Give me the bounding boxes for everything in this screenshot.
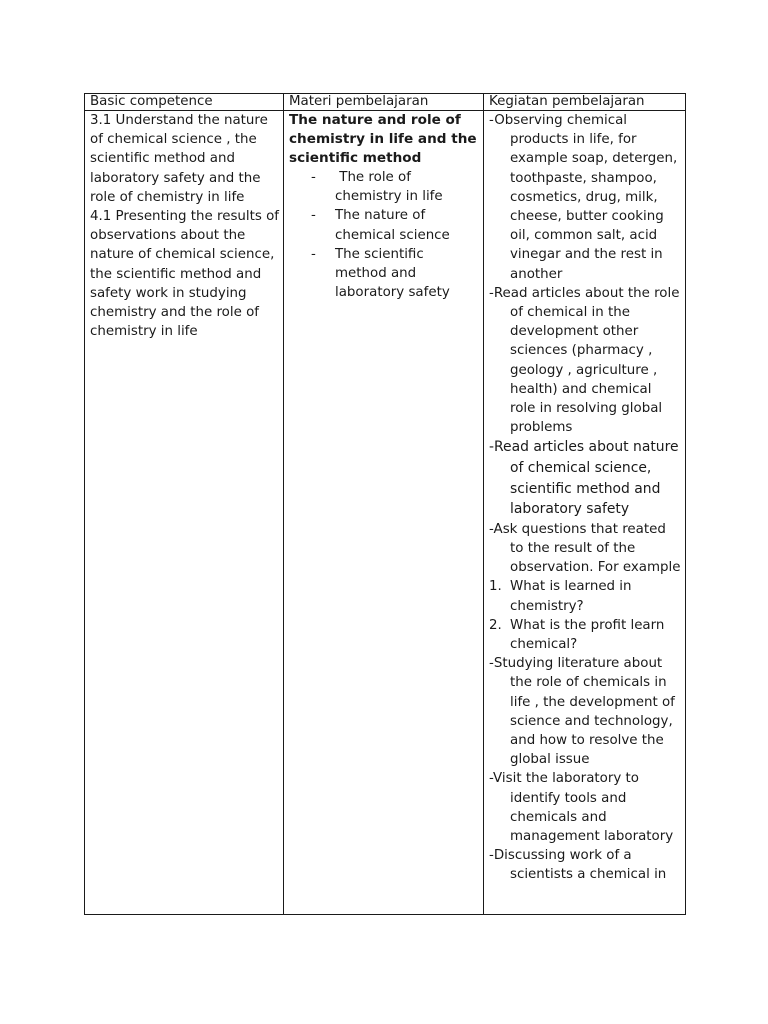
- question-number: 2.: [489, 617, 502, 633]
- materi-title: The nature and role of chemistry in life and the scientific method: [289, 112, 477, 166]
- list-item: [489, 616, 681, 654]
- header-basic-competence: Basic competence: [85, 94, 284, 111]
- competence-cell: [85, 111, 284, 915]
- activity-ask-questions: -Ask questions that reated to the result of the observation. For example: [489, 521, 681, 576]
- question-text: What is learned in chemistry?: [510, 579, 632, 614]
- question-number: 1.: [489, 579, 502, 595]
- list-item: [489, 577, 681, 615]
- competence-4-1: 4.1 Presenting the results of observations about the nature of chemical science, the scientific method and safety work in studying chemistry and the role of chemistry in life: [90, 209, 280, 340]
- activity-studying-literature: -Studying literature about the role of chemicals in life , the development of science and technology, and how to resolve the global issue: [489, 656, 675, 768]
- materi-item-text: The nature of chemical science: [335, 208, 450, 243]
- kegiatan-content: [489, 111, 681, 914]
- activity-read-articles-nature: -Read articles about nature of chemical science, scientific method and laboratory safety: [489, 439, 679, 518]
- header-kegiatan-pembelajaran: Kegiatan pembelajaran: [484, 94, 686, 111]
- materi-item-text: The scientific method and laboratory safety: [335, 246, 450, 301]
- list-item: [289, 245, 479, 303]
- dash-bullet: -: [311, 208, 316, 224]
- activity-discussing: -Discussing work of a scientists a chemical in: [489, 848, 667, 883]
- activity-observing: -Observing chemical products in life, for example soap, detergen, toothpaste, shampoo, cosmetics, drug, milk, cheese, butter cooking oil, common salt, acid vinegar and the rest in another: [489, 113, 678, 282]
- question-list: [489, 577, 681, 654]
- activity-read-articles-role: -Read articles about the role of chemical in the development other sciences (pharmacy , geology , agriculture , health) and chemical role in resolving global problems: [489, 285, 680, 436]
- curriculum-table: [84, 93, 686, 915]
- materi-item-text: The role of chemistry in life: [335, 170, 443, 205]
- materi-list: [289, 168, 479, 302]
- materi-cell: [284, 111, 484, 915]
- activity-visit-laboratory: -Visit the laboratory to identify tools and chemicals and management laboratory: [489, 771, 674, 845]
- header-materi-pembelajaran: Materi pembelajaran: [284, 94, 484, 111]
- dash-bullet: -: [311, 246, 316, 262]
- list-item: [289, 168, 479, 206]
- kegiatan-cell: [484, 111, 686, 915]
- table-header-row: [85, 94, 686, 111]
- competence-3-1: 3.1 Understand the nature of chemical science , the scientific method and laboratory safety and the role of chemistry in life: [90, 113, 268, 205]
- list-item: [289, 206, 479, 244]
- question-text: What is the profit learn chemical?: [510, 617, 665, 653]
- dash-bullet: -: [311, 170, 316, 185]
- table-row: [85, 111, 686, 915]
